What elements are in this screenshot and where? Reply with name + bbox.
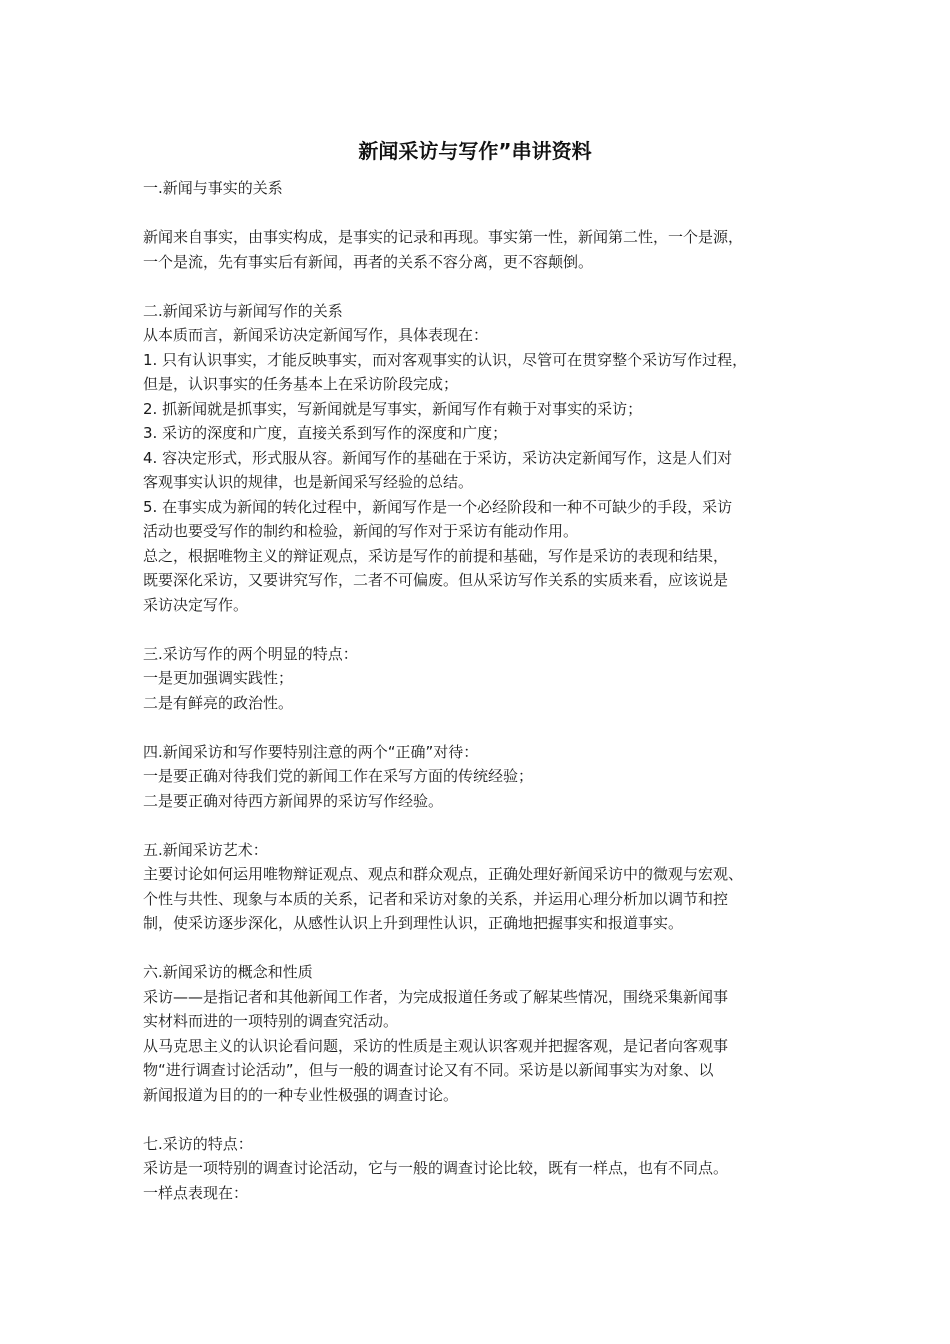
text-line: 3. 采访的深度和广度，直接关系到写作的深度和广度； <box>143 424 508 442</box>
text-line: 1. 只有认识事实，才能反映事实，而对客观事实的认识，尽管可在贯穿整个采访写作过程， <box>143 350 748 369</box>
text-line: 采访——是指记者和其他新闻工作者，为完成报道任务或了解某些情况，围绕采集新闻事 <box>143 987 729 1006</box>
text-line: 六.新闻采访的概念和性质 <box>143 963 313 981</box>
text-line: 采访决定写作。 <box>143 595 249 614</box>
text-line: 七.采访的特点： <box>143 1134 253 1153</box>
blank-line <box>143 201 815 226</box>
text-line: 从本质而言，新闻采访决定新闻写作，具体表现在： <box>143 326 489 344</box>
text-line: 物“进行调查讨论活动”，但与一般的调查讨论又有不同。采访是以新闻事实为对象、以 <box>143 1061 714 1079</box>
blank-line <box>143 274 815 299</box>
text-line: 既要深化采访，又要讲究写作，二者不可偏废。但从采访写作关系的实质来看，应该说是 <box>143 571 729 589</box>
document-body <box>143 176 815 1205</box>
text-line: 一.新闻与事实的关系 <box>143 179 283 197</box>
text-line: 2. 抓新闻就是抓事实，写新闻就是写事实，新闻写作有赖于对事实的采访； <box>143 399 643 418</box>
blank-line <box>143 715 815 740</box>
text-line: 二是有鲜亮的政治性。 <box>143 693 294 712</box>
text-line: 5. 在事实成为新闻的转化过程中，新闻写作是一个必经阶段和一种不可缺少的手段，采访 <box>143 497 733 516</box>
document-title: 新闻采访与写作”串讲资料 <box>358 139 592 163</box>
text-line: 一个是流，先有事实后有新闻，再者的关系不容分离，更不容颠倒。 <box>143 252 594 271</box>
blank-line <box>143 1107 815 1132</box>
text-line: 二.新闻采访与新闻写作的关系 <box>143 301 343 320</box>
text-line: 实材料而进的一项特别的调查究活动。 <box>143 1012 399 1030</box>
text-line: 新闻来自事实，由事实构成，是事实的记录和再现。事实第一性，新闻第二性，一个是源， <box>143 228 744 246</box>
blank-line <box>143 813 815 838</box>
text-line: 客观事实认识的规律，也是新闻采写经验的总结。 <box>143 473 474 491</box>
text-line: 活动也要受写作的制约和检验，新闻的写作对于采访有能动作用。 <box>143 522 579 540</box>
blank-line <box>143 936 815 961</box>
text-line: 二是要正确对待西方新闻界的采访写作经验。 <box>143 791 444 810</box>
text-line: 制，使采访逐步深化，从感性认识上升到理性认识，正确地把握事实和报道事实。 <box>143 914 684 932</box>
text-line: 新闻报道为目的的一种专业性极强的调查讨论。 <box>143 1085 459 1104</box>
text-line: 五.新闻采访艺术： <box>143 840 268 859</box>
blank-line <box>143 617 815 642</box>
text-line: 4. 容决定形式，形式服从容。新闻写作的基础在于采访，采访决定新闻写作，这是人们对 <box>143 448 733 467</box>
text-line: 一样点表现在： <box>143 1183 249 1202</box>
text-line: 一是要正确对待我们党的新闻工作在采写方面的传统经验； <box>143 767 534 785</box>
text-line: 主要讨论如何运用唯物辩证观点、观点和群众观点，正确处理好新闻采访中的微观与宏观、 <box>143 865 744 883</box>
text-line: 采访是一项特别的调查讨论活动，它与一般的调查讨论比较，既有一样点，也有不同点。 <box>143 1159 729 1177</box>
text-line: 总之，根据唯物主义的辩证观点，采访是写作的前提和基础，写作是采访的表现和结果， <box>143 546 729 565</box>
text-line: 从马克思主义的认识论看问题，采访的性质是主观认识客观并把握客观，是记者向客观事 <box>143 1036 729 1055</box>
text-line: 个性与共性、现象与本质的关系，记者和采访对象的关系，并运用心理分析加以调节和控 <box>143 889 729 908</box>
text-line: 三.采访写作的两个明显的特点： <box>143 644 358 663</box>
text-line: 四.新闻采访和写作要特别注意的两个“正确”对待： <box>143 742 479 761</box>
text-line: 但是，认识事实的任务基本上在采访阶段完成； <box>143 375 459 393</box>
text-line: 一是更加强调实践性； <box>143 669 294 687</box>
